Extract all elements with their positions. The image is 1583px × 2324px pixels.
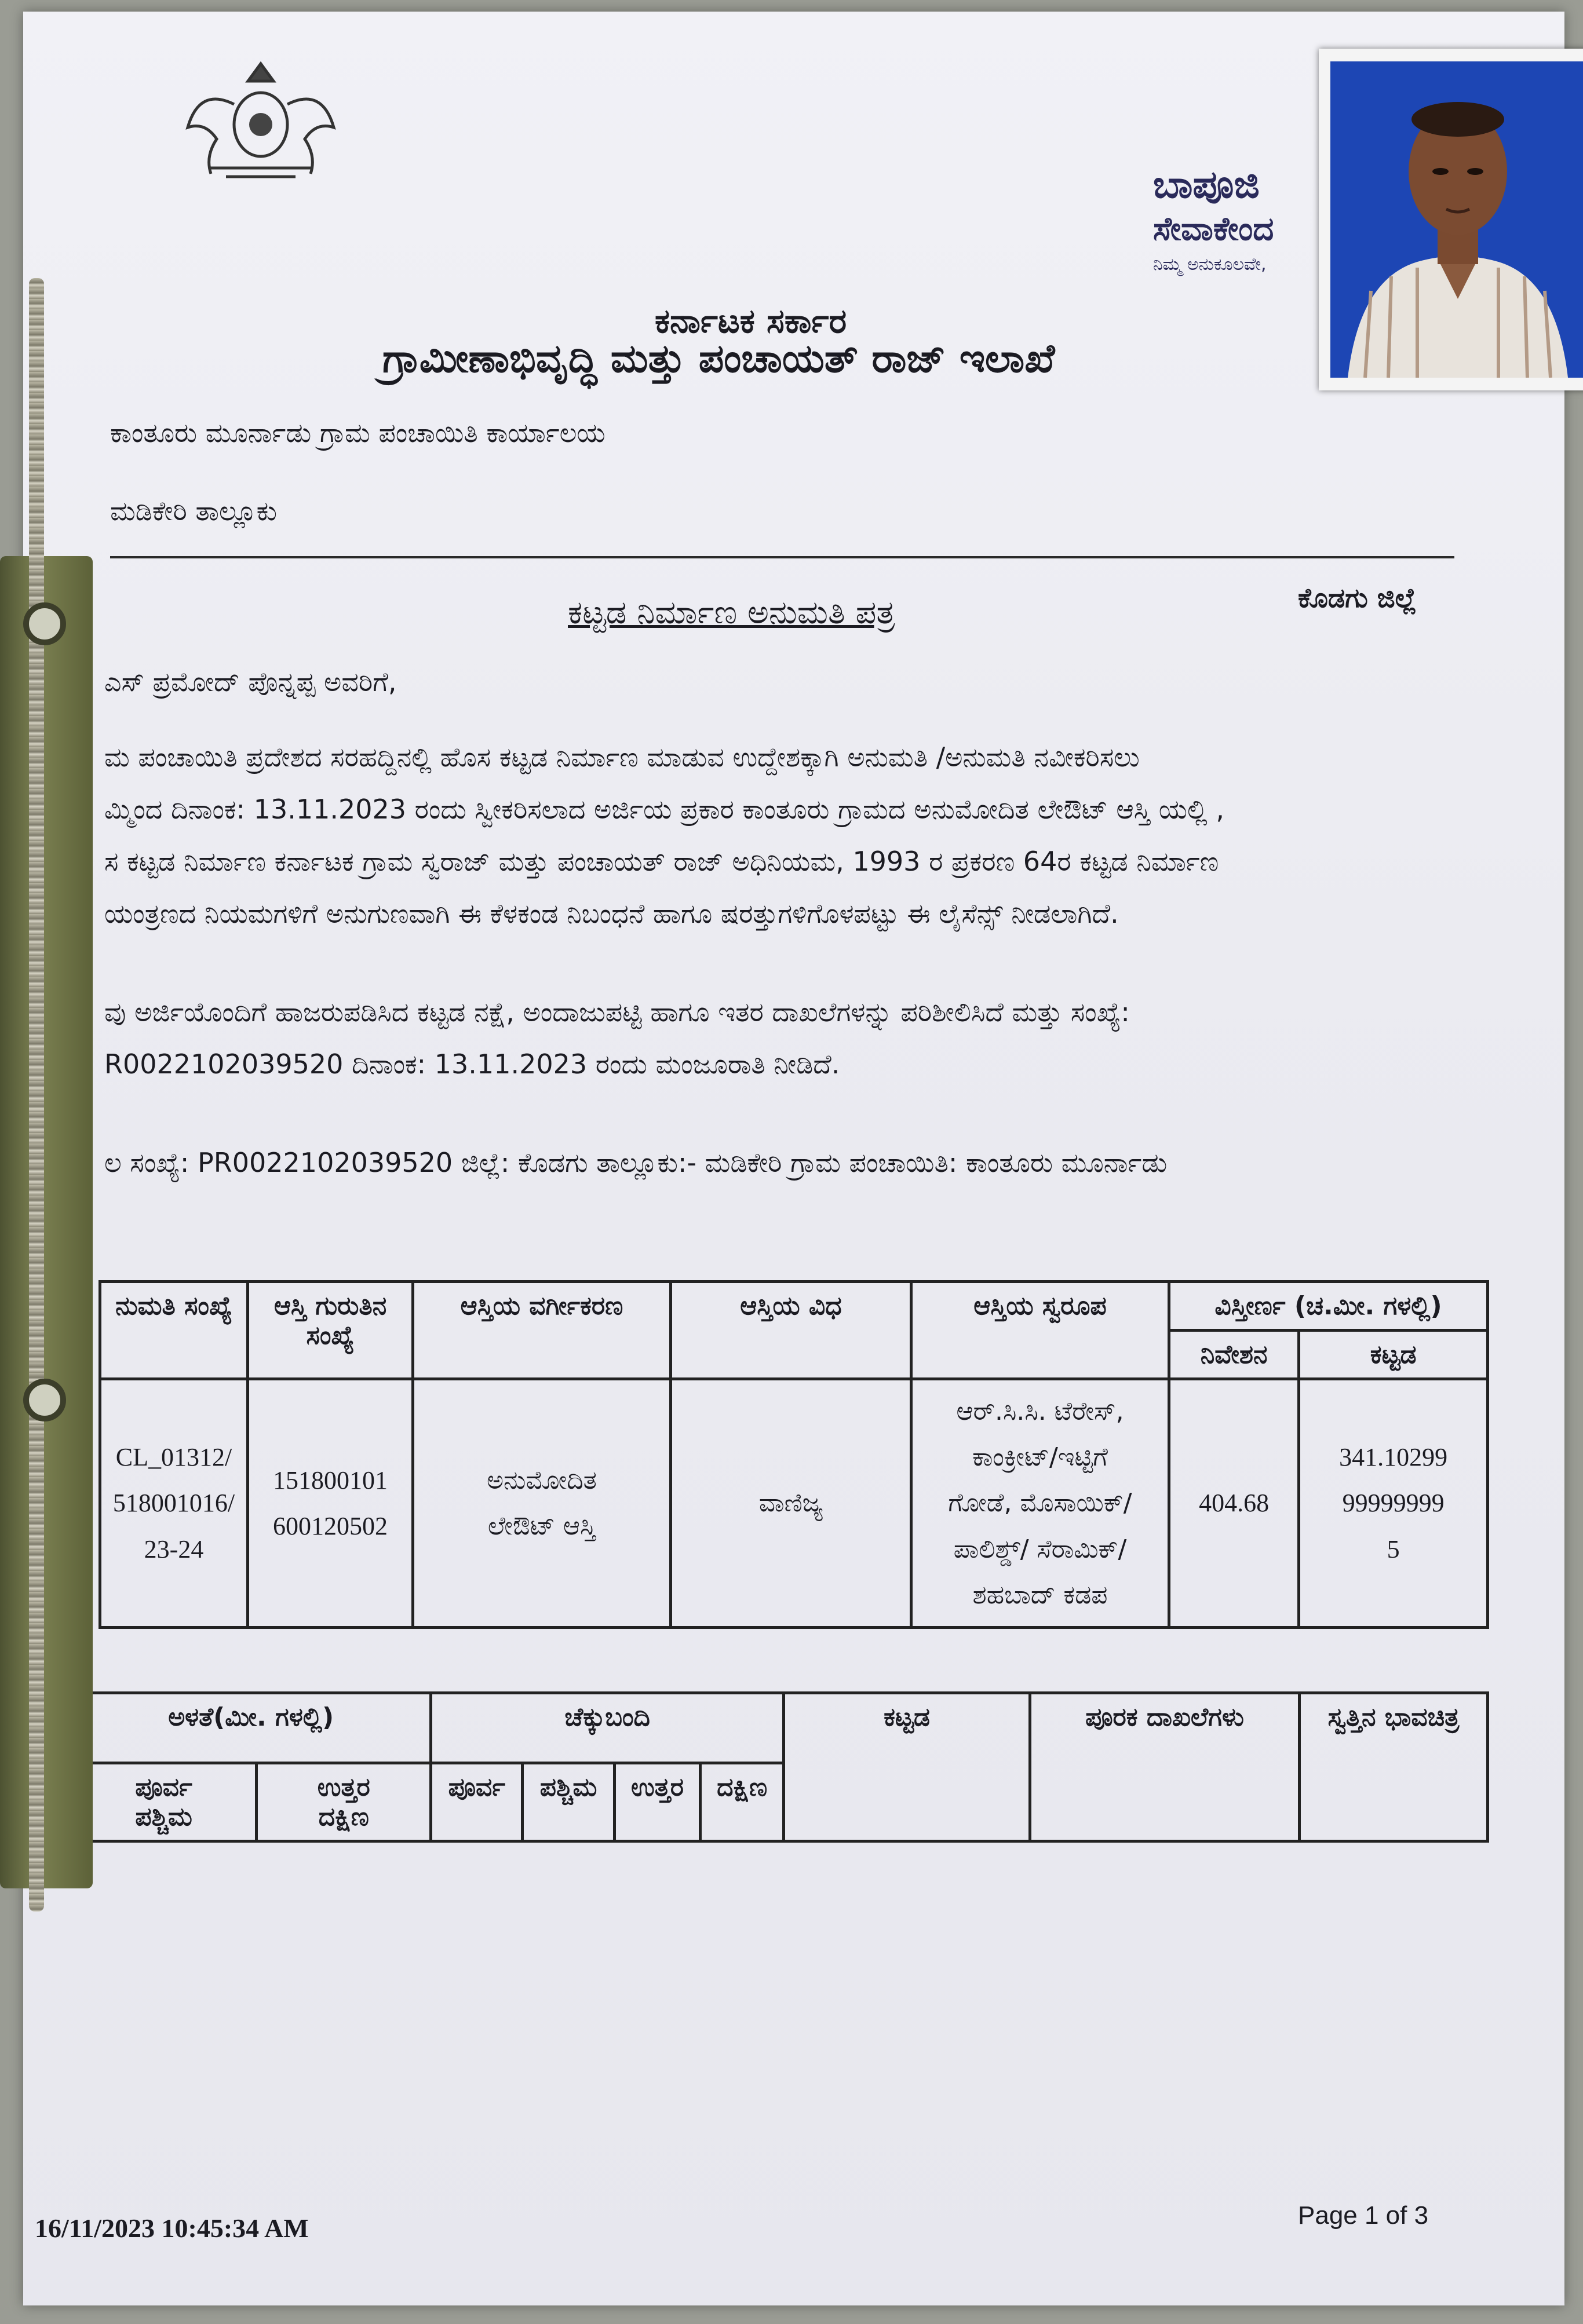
document-title: ಕಟ್ಟಡ ನಿರ್ಮಾಣ ಅನುಮತಿ ಪತ್ರ [568,594,895,631]
permit-details-table [99,1280,1489,1629]
header-west: ಪಶ್ಚಿಮ [523,1763,614,1841]
binder-spring [29,278,44,1912]
header-nature: ಆಸ್ತಿಯ ಸ್ವರೂಪ [911,1282,1169,1379]
government-heading: ಕರ್ನಾಟಕ ಸರ್ಕಾರ [655,301,847,341]
header-supporting-docs: ಪೂರಕ ದಾಖಲೆಗಳು [1030,1693,1300,1841]
applicant-photo [1330,61,1583,378]
header-north-south: ಉತ್ತರ ದಕ್ಷಿಣ [257,1763,431,1841]
header-east-west: ಪೂರ್ವ ಪಶ್ಚಿಮ [71,1763,257,1841]
header-property-id: ಆಸ್ತಿ ಗುರುತಿನ ಸಂಖ್ಯೆ [248,1282,413,1379]
header-boundary: ಚೆಕ್ಕುಬಂದಿ [431,1693,784,1763]
paragraph-2-line: ವು ಅರ್ಜಿಯೊಂದಿಗೆ ಹಾಜರುಪಡಿಸಿದ ಕಟ್ಟಡ ನಕ್ಷೆ, ಅಂದಾಜುಪಟ್ಟಿ ಹಾಗೂ ಇತರ ದಾಖಲೆಗಳನ್ನು ಪರಿಶೀಲಿಸಿದೆ ಮತ್ತು ಸಂಖ್ಯೆ: [104,996,1130,1028]
header-property-photo: ಸ್ವತ್ತಿನ ಭಾವಚಿತ್ರ [1300,1693,1488,1841]
cell-type: ವಾಣಿಜ್ಯ [671,1379,911,1628]
header-north: ಉತ್ತರ [614,1763,701,1841]
cell-classification: ಅನುಮೋದಿತ ಲೇಔಟ್ ಆಸ್ತಿ [413,1379,671,1628]
header-east: ಪೂರ್ವ [431,1763,523,1841]
taluk-name: ಮಡಿಕೇರಿ ತಾಲ್ಲೂಕು [110,495,278,527]
paragraph-2-line: R0022102039520 ದಿನಾಂಕ: 13.11.2023 ರಂದು ಮಂಜೂರಾತಿ ನೀಡಿದೆ. [104,1048,840,1080]
seal-line-3: ನಿಮ್ಮ ಅನುಕೂಲವೇ, [1153,254,1267,275]
header-south: ದಕ್ಷಿಣ [701,1763,784,1841]
page-number: Page 1 of 3 [1298,2201,1429,2230]
header-building: ಕಟ್ಟಡ [1299,1331,1488,1379]
reference-line: ಲ ಸಂಖ್ಯೆ: PR0022102039520 ಜಿಲ್ಲೆ: ಕೊಡಗು ತಾಲ್ಲೂಕು:- ಮಡಿಕೇರಿ ಗ್ರಾಮ ಪಂಚಾಯಿತಿ: ಕಾಂತೂರು ಮೂರ್ನಾಡು [104,1147,1168,1178]
document-page [23,12,1564,2305]
binder-ring [23,1379,66,1422]
header-site: ನಿವೇಶನ [1169,1331,1299,1379]
service-centre-seal [1153,162,1327,275]
district-name: ಕೊಡಗು ಜಿಲ್ಲೆ [1298,582,1417,613]
cell-site-area: 404.68 [1169,1379,1299,1628]
header-permission-no: ನುಮತಿ ಸಂಖ್ಯೆ [100,1282,248,1379]
seal-line-2: ಸೇವಾಕೇಂದ [1153,210,1274,248]
seal-line-1: ಬಾಪೂಜಿ [1153,162,1260,207]
department-heading: ಗ್ರಾಮೀಣಾಭಿವೃದ್ಧಿ ಮತ್ತು ಪಂಚಾಯತ್ ರಾಜ್ ಇಲಾಖೆ [382,336,1055,382]
header-divider [110,556,1454,558]
cell-permission-no: CL_01312/ 518001016/ 23-24 [100,1379,248,1628]
table-header-row [100,1282,1488,1331]
cell-property-id: 151800101 600120502 [248,1379,413,1628]
cell-building-area: 341.10299 99999999 5 [1299,1379,1488,1628]
salutation: ಎಸ್ ಪ್ರಮೋದ್ ಪೊನ್ನಪ್ಪ ಅವರಿಗೆ, [104,666,397,697]
header-type: ಆಸ್ತಿಯ ವಿಧ [671,1282,911,1379]
print-timestamp: 16/11/2023 10:45:34 AM [35,2213,309,2243]
header-dimensions: ಅಳತೆ(ಮೀ. ಗಳಲ್ಲಿ) [71,1693,431,1763]
karnataka-emblem-icon [174,46,348,185]
cell-nature: ಆರ್.ಸಿ.ಸಿ. ಟೆರೇಸ್, ಕಾಂಕ್ರೀಟ್/ಇಟ್ಟಿಗೆ ಗೋಡೆ, ಮೊಸಾಯಿಕ್/ ಪಾಲಿಶ್ಡ್/ ಸೆರಾಮಿಕ್/ ಶಹಬಾದ್ ಕಡಪ [911,1379,1169,1628]
table-row [100,1379,1488,1628]
binder-ring [23,602,66,645]
paragraph-1-line: ಮ ಪಂಚಾಯಿತಿ ಪ್ರದೇಶದ ಸರಹದ್ದಿನಲ್ಲಿ ಹೊಸ ಕಟ್ಟಡ ನಿರ್ಮಾಣ ಮಾಡುವ ಉದ್ದೇಶಕ್ಕಾಗಿ ಅನುಮತಿ /ಅನುಮತಿ ನವೀಕರಿಸಲು [104,741,1140,773]
office-name: ಕಾಂತೂರು ಮೂರ್ನಾಡು ಗ್ರಾಮ ಪಂಚಾಯಿತಿ ಕಾರ್ಯಾಲಯ [110,417,606,448]
paragraph-1-line: ಸ ಕಟ್ಟಡ ನಿರ್ಮಾಣ ಕರ್ನಾಟಕ ಗ್ರಾಮ ಸ್ವರಾಜ್ ಮತ್ತು ಪಂಚಾಯತ್ ರಾಜ್ ಅಧಿನಿಯಮ, 1993 ರ ಪ್ರಕರಣ 64ರ ಕಟ್ಟಡ ನಿರ್ಮಾಣ [104,846,1219,877]
header-area: ವಿಸ್ತೀರ್ಣ (ಚ.ಮೀ. ಗಳಲ್ಲಿ) [1169,1282,1488,1331]
file-binder-clip [0,556,93,1888]
applicant-photo-frame [1319,49,1583,390]
header-building: ಕಟ್ಟಡ [784,1693,1030,1841]
boundary-table [70,1691,1489,1843]
table-header-row [71,1693,1488,1763]
paragraph-1-line: ಮ್ಮಿಂದ ದಿನಾಂಕ: 13.11.2023 ರಂದು ಸ್ವೀಕರಿಸಲಾದ ಅರ್ಜಿಯ ಪ್ರಕಾರ ಕಾಂತೂರು ಗ್ರಾಮದ ಅನುಮೋದಿತ ಲೇಔಟ್ ಆಸ್ತಿ ಯಲ್ಲಿ , [104,794,1224,825]
header-classification: ಆಸ್ತಿಯ ವರ್ಗೀಕರಣ [413,1282,671,1379]
paragraph-1-line: ಯಂತ್ರಣದ ನಿಯಮಗಳಿಗೆ ಅನುಗುಣವಾಗಿ ಈ ಕೆಳಕಂಡ ನಿಬಂಧನೆ ಹಾಗೂ ಷರತ್ತುಗಳಿಗೊಳಪಟ್ಟು ಈ ಲೈಸೆನ್ಸ್ ನೀಡಲಾಗಿದೆ. [104,898,1119,929]
